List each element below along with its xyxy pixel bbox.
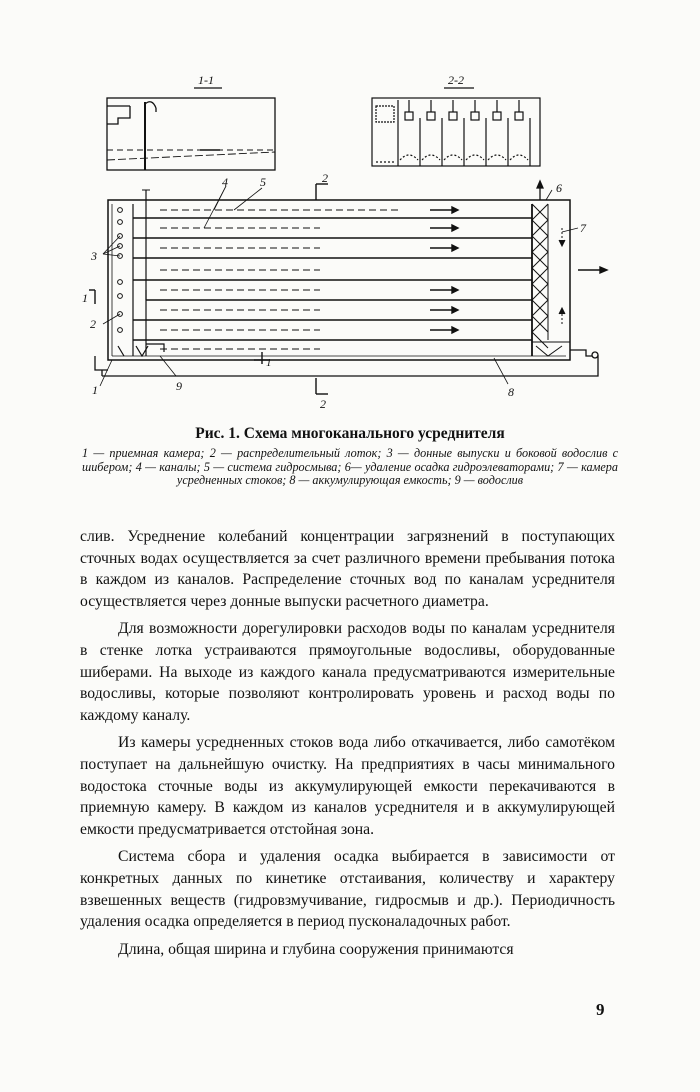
cut-mark-inner: 1 [266,357,272,369]
weir-strip [532,204,570,356]
figure-caption-title: Рис. 1. Схема многоканального усреднителя [195,425,505,442]
paragraph-2: Для возможности дорегулировки расходов воды по каналам усреднителя в стенке лотка устраиваются прямоугольные водосливы, оборудованные шиберами. На выходе из каждого канала предусматриваются измерительные водосливы, которые позволяют контролировать уровень и расход воды по каждому каналу. [80,620,615,724]
callout-7: 7 [580,221,586,235]
section-2-2 [372,73,540,166]
callout-numbers [82,171,587,411]
paragraph-3: Из камеры усредненных стоков вода либо откачивается, либо самотёком поступает на дальнейшую очистку. На предприятиях в часы минимального водостока сточные воды из аккумулирующей емкости перекачиваются в приемную камеру. В каждом из каналов усреднителя и в аккумулирующей емкости предусматривается отстойная зона. [80,734,615,838]
callout-2: 2 [90,317,96,331]
callout-6: 6 [556,181,562,195]
callout-8: 8 [508,385,514,399]
cut-mark-left: 1 [82,291,88,305]
callout-9: 9 [176,379,182,393]
figure-caption-legend: 1 — приемная камера; 2 — распределительный лоток; 3 — донные выпуски и боковой водослив с шибером; 4 — каналы; 5 — система гидросмыва; 6— удаление осадка гидроэлеваторами; 7 — камера усредненных стоков; 8 — аккумулирующая емкость; 9 — водослив [82,446,618,488]
body-text [80,526,615,960]
cut-mark-top: 2 [322,171,328,185]
cut-mark-bottom: 2 [320,397,326,411]
section-cut-marks [89,184,328,394]
callout-5: 5 [260,175,266,189]
section-1-1-label: 1-1 [198,73,214,87]
sludge-removal-arrow [537,181,543,200]
paragraph-4: Система сбора и удаления осадка выбирается в зависимости от конкретных данных по кинетике отстаивания, количеству и характеру взвешенных веществ (гидровзмучивание, гидросмыв и др.). Периодичность удаления осадка определяется в период пусконаладочных работ. [80,848,615,931]
equalizer-diagram [0,0,700,420]
section-1-1 [107,73,275,170]
paragraph-1: слив. Усреднение колебаний концентрации загрязнений в поступающих сточных водах осуществляется за счет различного времени пребывания потока в каждом из каналов. Распределение сточных вод по каналам усреднителя осуществляется через донные выпуски расчетного диаметра. [80,528,615,610]
paragraph-5: Длина, общая ширина и глубина сооружения принимаются [118,940,514,958]
channel-walls [133,218,532,340]
section-2-2-label: 2-2 [448,73,464,87]
callout-1: 1 [92,383,98,397]
outlet-circles [118,208,123,333]
inlet-pipe [95,350,598,376]
section-2-2-channels [376,100,530,166]
callout-4: 4 [222,175,228,189]
figure [0,0,700,420]
plan-view [89,181,607,394]
callout-3: 3 [91,249,97,263]
page-number: 9 [596,1000,605,1019]
